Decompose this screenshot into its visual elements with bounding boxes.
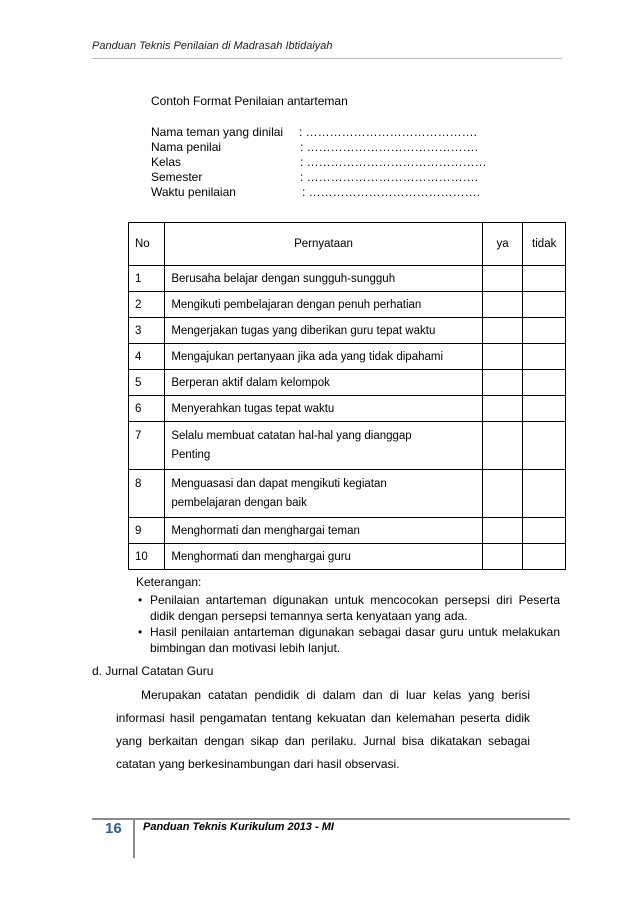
- tidak-cell[interactable]: [523, 266, 566, 292]
- row-number: 6: [129, 396, 165, 422]
- table-row: [129, 422, 566, 470]
- row-number: 9: [129, 518, 165, 544]
- field-value: : …………………………………….: [300, 170, 479, 184]
- ya-cell[interactable]: [482, 422, 523, 470]
- table-row: [129, 370, 566, 396]
- notes-block: [136, 574, 560, 656]
- field-label: Semester: [151, 170, 203, 184]
- row-statement: Berusaha belajar dengan sungguh-sungguh: [165, 266, 482, 292]
- row-number: 10: [129, 544, 165, 570]
- row-number: 8: [129, 470, 165, 518]
- note-item: • Penilaian antarteman digunakan untuk mencocokan persepsi diri Peserta didik dengan persepsi temannya serta kenyataan yang ada.: [136, 592, 560, 624]
- row-number: 7: [129, 422, 165, 470]
- ya-cell[interactable]: [482, 318, 523, 344]
- field-value: : …………………………………….: [300, 140, 479, 154]
- statement-line: Selalu membuat catatan hal-hal yang dianggap: [171, 430, 412, 442]
- table-row: [129, 544, 566, 570]
- tidak-cell[interactable]: [523, 422, 566, 470]
- field-label: Kelas: [151, 155, 182, 169]
- ya-cell[interactable]: [482, 518, 523, 544]
- footer-title: Panduan Teknis Kurikulum 2013 - MI: [143, 821, 334, 833]
- ya-cell[interactable]: [482, 344, 523, 370]
- tidak-cell[interactable]: [523, 396, 566, 422]
- footer-vertical-divider: [133, 818, 135, 858]
- ya-cell[interactable]: [482, 370, 523, 396]
- field-label: Nama penilai: [151, 140, 222, 154]
- row-statement: Mengajukan pertanyaan jika ada yang tidak dipahami: [165, 344, 482, 370]
- statement-line: pembelajaran dengan baik: [171, 497, 307, 509]
- row-number: 2: [129, 292, 165, 318]
- statement-line: Menguasasi dan dapat mengikuti kegiatan: [171, 478, 387, 490]
- page-number: 16: [105, 820, 122, 837]
- table-row: [129, 318, 566, 344]
- header-divider: [92, 58, 562, 59]
- format-title: Contoh Format Penilaian antarteman: [151, 94, 348, 108]
- row-statement: Menghormati dan menghargai teman: [165, 518, 482, 544]
- header-statement: Pernyataan: [165, 223, 482, 266]
- field-value: : …………………………………….: [299, 125, 478, 139]
- table-row: [129, 292, 566, 318]
- header-tidak: tidak: [523, 223, 566, 266]
- table-row: [129, 470, 566, 518]
- row-statement: Mengerjakan tugas yang diberikan guru tepat waktu: [165, 318, 482, 344]
- table-row: [129, 266, 566, 292]
- header-ya: ya: [482, 223, 523, 266]
- ya-cell[interactable]: [482, 470, 523, 518]
- row-number: 3: [129, 318, 165, 344]
- table-row: [129, 396, 566, 422]
- header-no: No: [129, 223, 165, 266]
- tidak-cell[interactable]: [523, 470, 566, 518]
- row-number: 1: [129, 266, 165, 292]
- notes-list: [136, 592, 560, 656]
- notes-title: Keterangan:: [136, 575, 202, 589]
- table-row: [129, 344, 566, 370]
- tidak-cell[interactable]: [523, 344, 566, 370]
- field-value: : …………………………………….: [302, 185, 481, 199]
- field-label: Nama teman yang dinilai: [151, 125, 284, 139]
- field-label: Waktu penilaian: [151, 185, 236, 199]
- ya-cell[interactable]: [482, 544, 523, 570]
- running-header: Panduan Teknis Penilaian di Madrasah Ibtidaiyah: [92, 40, 333, 52]
- row-statement: [165, 470, 482, 518]
- section-heading: d. Jurnal Catatan Guru: [92, 664, 214, 678]
- tidak-cell[interactable]: [523, 544, 566, 570]
- tidak-cell[interactable]: [523, 370, 566, 396]
- row-statement: Menyerahkan tugas tepat waktu: [165, 396, 482, 422]
- field-value: : ………………………………………: [300, 155, 487, 169]
- tidak-cell[interactable]: [523, 318, 566, 344]
- assessment-table: [128, 222, 566, 570]
- row-statement: Mengikuti pembelajaran dengan penuh perhatian: [165, 292, 482, 318]
- row-number: 5: [129, 370, 165, 396]
- ya-cell[interactable]: [482, 266, 523, 292]
- note-item: • Hasil penilaian antarteman digunakan sebagai dasar guru untuk melakukan bimbingan dan motivasi lebih lanjut.: [136, 624, 560, 656]
- tidak-cell[interactable]: [523, 518, 566, 544]
- row-statement: Berperan aktif dalam kelompok: [165, 370, 482, 396]
- tidak-cell[interactable]: [523, 292, 566, 318]
- statement-line: Penting: [171, 449, 211, 461]
- table-row: [129, 518, 566, 544]
- section-paragraph: Merupakan catatan pendidik di dalam dan di luar kelas yang berisi informasi hasil pengamatan tentang kekuatan dan kelemahan peserta didik yang berkaitan dengan sikap dan perilaku. Jurnal bisa dikatakan sebagai catatan yang berkesinambungan dari hasil observasi.: [116, 688, 530, 771]
- footer-divider: [92, 818, 570, 820]
- row-statement: Menghormati dan menghargai guru: [165, 544, 482, 570]
- table-header-row: [129, 223, 566, 266]
- ya-cell[interactable]: [482, 292, 523, 318]
- ya-cell[interactable]: [482, 396, 523, 422]
- row-statement: [165, 422, 482, 470]
- row-number: 4: [129, 344, 165, 370]
